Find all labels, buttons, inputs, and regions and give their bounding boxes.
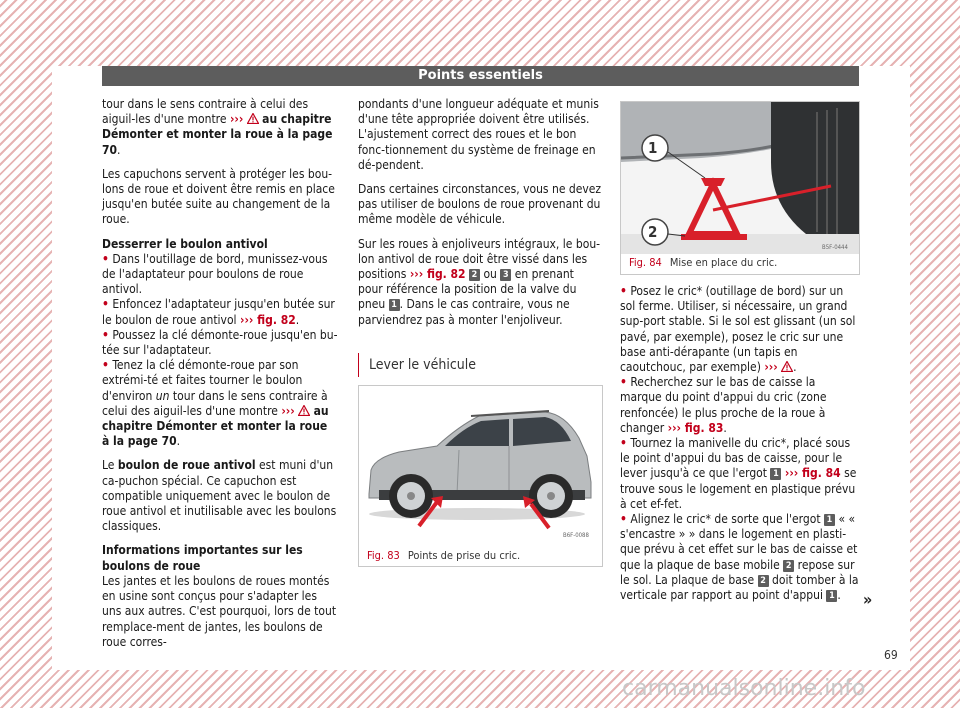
bullet-icon: • [620, 284, 627, 298]
bullet-item: • Dans l'outillage de bord, munissez-vous de l'adaptateur pour boulons de roue antivol. [102, 251, 328, 297]
continue-marker: » [863, 590, 873, 609]
image-code: B5F-0444 [822, 244, 848, 251]
arrow-link[interactable]: ››› [764, 360, 778, 375]
callout-1: 1 [648, 139, 658, 157]
bullet-item: • Enfoncez l'adaptateur jusqu'en butée sur le boulon de roue antivol ››› fig. 82. [102, 297, 335, 327]
paragraph: Sur les roues à enjoliveurs intégraux, le bou-lon antivol de roue doit être vissé dans les positions ››› fig. 82 2 ou 3 en prenant pour référence la position de la valve du pneu 1 . Dans le cas contraire, vous ne parviendrez pas à monter l'enjoliveur. [358, 236, 601, 327]
bullet-icon: • [102, 297, 109, 312]
paragraph: Les jantes et les boulons de roues montés en usine sont conçus pour s'adapter les uns aux autres. C'est pourquoi, lors de tout remplace-ment de jantes, les boulons de roue corres- [102, 573, 337, 649]
chapter-reference[interactable]: au chapitre Démonter et monter la roue à la page 70 [102, 112, 333, 157]
bullet-icon: • [102, 251, 109, 266]
bullet-item: • Poussez la clé démonte-roue jusqu'en bu-tée sur l'adaptateur. [102, 327, 338, 358]
arrow-link[interactable]: ››› [281, 403, 295, 418]
warning-icon [781, 361, 793, 372]
figure-83 [358, 385, 603, 567]
figure-label: Fig. 83 [367, 549, 400, 562]
figure-84 [620, 101, 860, 275]
callout-number: 1 [826, 590, 837, 602]
figure-link[interactable]: ››› fig. 82 [240, 312, 296, 327]
callout-2: 2 [648, 223, 658, 241]
paragraph: Le boulon de roue antivol est muni d'un ca-puchon spécial. Ce capuchon est compatible uniquement avec le boulon de roue antivol et inutilisable avec les boulons classiques. [102, 458, 337, 534]
bullet-item: • Posez le cric* (outillage de bord) sur un sol ferme. Utiliser, si nécessaire, un grand sup-port stable. Si le sol est glissant (un sol pavé, par exemple), posez le cric sur une base anti-dérapante (un tapis en caoutchouc, par exemple) ››› . [620, 284, 856, 375]
callout-number: 1 [389, 299, 400, 311]
callout-number: 1 [770, 468, 781, 480]
warning-icon [298, 405, 310, 416]
bullet-item: • Tournez la manivelle du cric*, placé sous le point d'appui du bas de caisse, pour le lever jusqu'à ce que l'ergot 1 ››› fig. 84 se trouve sous le logement en plastique prévu à cet ef-fet. [620, 436, 857, 511]
subheading: Desserrer le boulon antivol [102, 236, 268, 251]
figure-caption: Fig. 84 Mise en place du cric. [629, 256, 778, 269]
column-3 [620, 284, 860, 603]
page-number: 69 [884, 648, 898, 662]
paragraph: Les capuchons servent à protéger les bou-lons de roue et doivent être remis en place jusqu'en butée suite au changement de la roue. [102, 166, 335, 227]
chapter-reference[interactable]: au chapitre Démonter et monter la roue à la page 70 [102, 403, 329, 449]
warning-icon [247, 113, 259, 124]
page-header: Points essentiels [102, 66, 859, 86]
bullet-item: • Alignez le cric* de sorte que l'ergot 1 « « s'encastre » » dans le logement en plasti-que prévu à cet effet sur le bas de caisse et que la plaque de base mobile 2 repose sur le sol. La plaque de base 2 doit tomber à la verticale par rapport au point d'appui 1 . [620, 512, 859, 603]
subheading: Informations importantes sur les boulons de roue [102, 543, 303, 573]
callout-number: 2 [783, 560, 794, 572]
callout-number: 3 [500, 269, 511, 281]
bullet-icon: • [620, 375, 627, 390]
paragraph: tour dans le sens contraire à celui des aiguil-les d'une montre ››› au chapitre Démonter et monter la roue à la page 70. [102, 97, 333, 157]
column-1 [102, 97, 338, 659]
bullet-icon: • [102, 358, 109, 373]
callout-number: 1 [824, 514, 835, 526]
callout-number: 2 [758, 575, 769, 587]
bullet-item: • Recherchez sur le bas de caisse la marque du point d'appui du cric (zone renfoncée) le plus proche de la roue à changer ››› fig. 83. [620, 375, 827, 435]
bullet-item: • Tenez la clé démonte-roue par son extrémi-té et faites tourner le boulon d'environ un tour dans le sens contraire à celui des aiguil-les d'une montre ››› au chapitre Démonter et monter la roue à la page 70. [102, 358, 329, 449]
image-code: B6F-0088 [563, 532, 589, 539]
paragraph: Dans certaines circonstances, vous ne devez pas utiliser de boulons de roue provenant du même modèle de véhicule. [358, 182, 602, 227]
column-2 [358, 97, 602, 337]
bullet-icon: • [102, 327, 109, 342]
car-side-illustration [359, 386, 602, 544]
figure-caption: Fig. 83 Points de prise du cric. [367, 549, 521, 562]
callout-number: 2 [469, 269, 480, 281]
section-heading: Lever le véhicule [358, 353, 612, 377]
watermark: carmanualsonline.info [622, 676, 866, 701]
figure-label: Fig. 84 [629, 256, 662, 269]
figure-link[interactable]: ››› fig. 84 [784, 466, 841, 481]
arrow-link[interactable]: ››› [229, 112, 244, 127]
figure-link[interactable]: ››› fig. 82 [409, 267, 466, 282]
figure-link[interactable]: ››› fig. 83 [667, 420, 724, 435]
bullet-icon: • [620, 512, 627, 527]
paragraph: pondants d'une longueur adéquate et munis d'une tête appropriée doivent être utilisés. L'ajustement correct des roues et le bon fonc-tionnement du système de freinage en dé-pendent. [358, 97, 599, 172]
bullet-icon: • [620, 436, 627, 451]
